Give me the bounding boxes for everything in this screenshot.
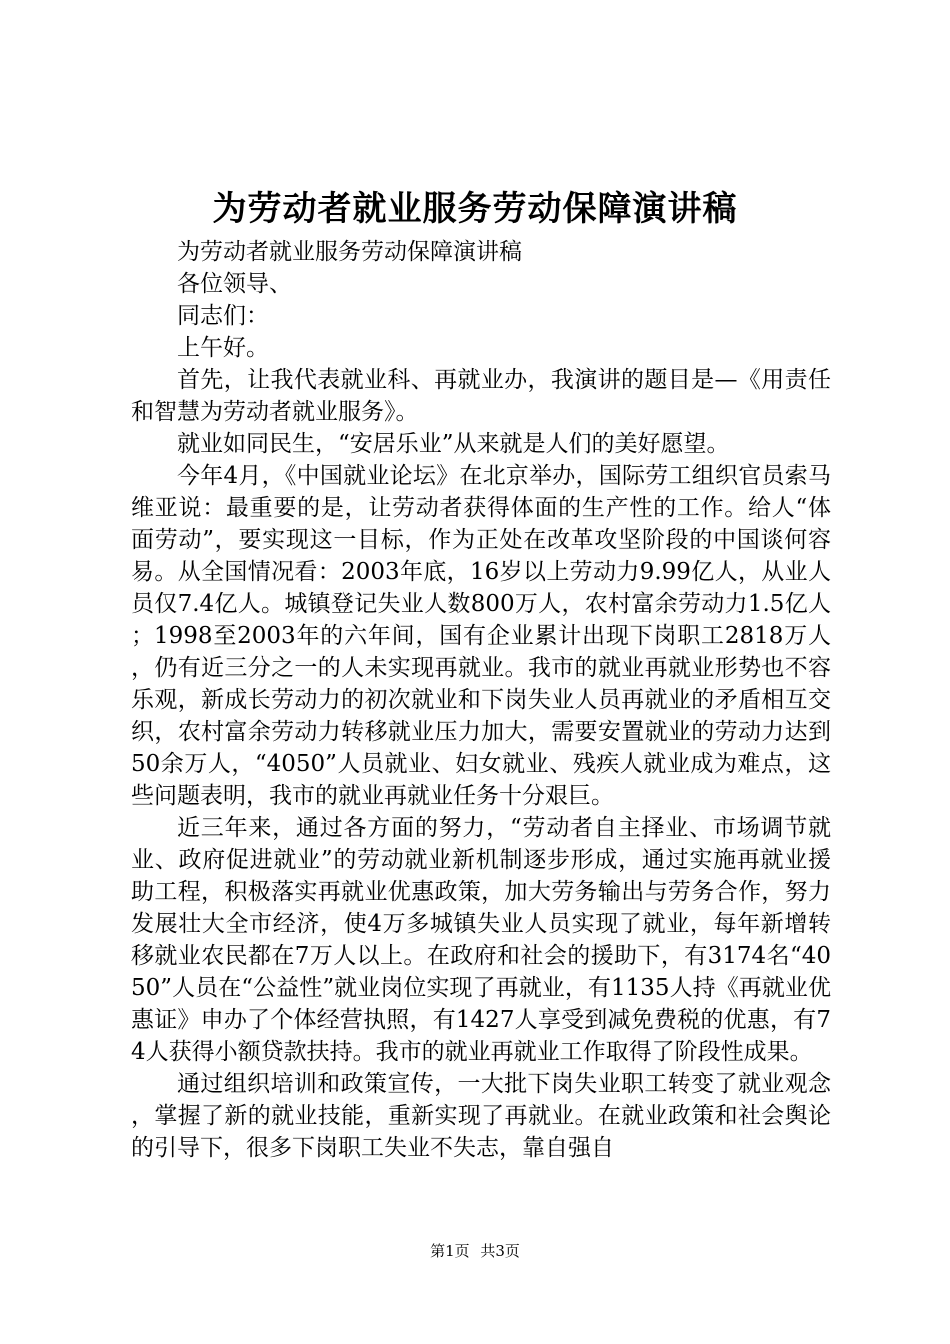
paragraph-salutation-comrades: 同志们： [177,303,269,329]
document-body [131,236,831,1164]
paragraph-training: 通过组织培训和政策宣传，一大批下岗失业职工转变了就业观念，掌握了新的就业技能，重新实现了再就业。在就业政策和社会舆论的引导下，很多下岗职工失业不失志，靠自强自 [131,1071,831,1161]
paragraph-achievements: 近三年来，通过各方面的努力，“劳动者自主择业、市场调节就业、政府促进就业”的劳动就业新机制逐步形成，通过实施再就业援助工程，积极落实再就业优惠政策，加大劳务输出与劳务合作，努力发展壮大全市经济，使4万多城镇失业人员实现了就业，每年新增转移就业农民都在7万人以上。在政府和社会的援助下，有3174名“4050”人员在“公益性”就业岗位实现了再就业，有1135人持《再就业优惠证》申办了个体经营执照，有1427人享受到减免费税的优惠，有74人获得小额贷款扶持。我市的就业再就业工作取得了阶段性成果。 [131,815,831,1065]
page-number: 第1页 [430,1242,470,1260]
paragraph-salutation-leaders: 各位领导、 [177,271,292,297]
page-footer [0,1240,950,1262]
paragraph-intro: 首先，让我代表就业科、再就业办，我演讲的题目是—《用责任和智慧为劳动者就业服务》。 [131,367,831,425]
paragraph-greeting: 上午好。 [177,335,269,361]
page-total: 共3页 [480,1242,520,1260]
paragraph-heading-repeat: 为劳动者就业服务劳动保障演讲稿 [177,239,522,265]
paragraph-livelihood: 就业如同民生，“安居乐业”从来就是人们的美好愿望。 [177,431,730,457]
document-title: 为劳动者就业服务劳动保障演讲稿 [212,189,738,229]
paragraph-national-situation: 今年4月，《中国就业论坛》在北京举办，国际劳工组织官员索马维亚说：最重要的是，让劳动者获得体面的生产性的工作。给人“体面劳动”，要实现这一目标，作为正处在改革攻坚阶段的中国谈何容易。从全国情况看：2003年底，16岁以上劳动力9.99亿人，从业人员仅7.4亿人。城镇登记失业人数800万人，农村富余劳动力1.5亿人；1998至2003年的六年间，国有企业累计出现下岗职工2818万人，仍有近三分之一的人未实现再就业。我市的就业再就业形势也不容乐观，新成长劳动力的初次就业和下岗失业人员再就业的矛盾相互交织，农村富余劳动力转移就业压力加大，需要安置就业的劳动力达到50余万人，“4050”人员就业、妇女就业、残疾人就业成为难点，这些问题表明，我市的就业再就业任务十分艰巨。 [131,463,831,809]
